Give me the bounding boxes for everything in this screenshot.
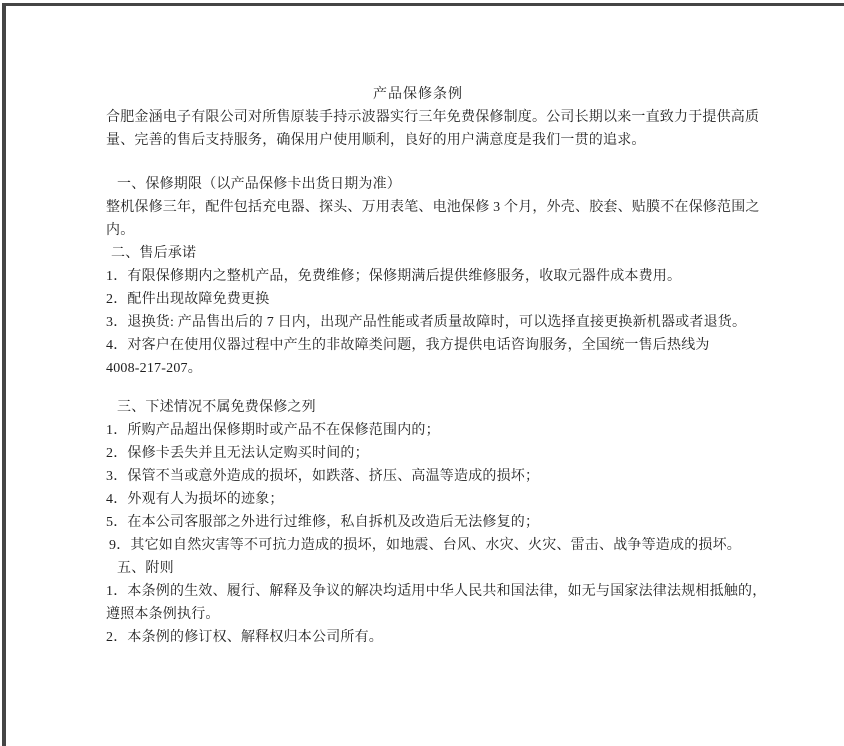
- warranty-period-line: 整机保修三年，配件包括充电器、探头、万用表笔、电池保修 3 个月，外壳、胶套、贴膜不在保修范围之: [106, 200, 760, 215]
- hotline-number: 4008-217-207。: [106, 361, 202, 376]
- list-item: 2．配件出现故障免费更换: [106, 292, 270, 307]
- page-title: 产品保修条例: [373, 87, 463, 102]
- list-item: 1．所购产品超出保修期时或产品不在保修范围内的；: [106, 423, 440, 438]
- list-item: 遵照本条例执行。: [106, 607, 220, 622]
- section-heading-service-commitment: 二、售后承诺: [111, 246, 197, 261]
- list-item: 3．保管不当或意外造成的损坏，如跌落、挤压、高温等造成的损坏；: [106, 469, 540, 484]
- list-item: 1．有限保修期内之整机产品，免费维修；保修期满后提供维修服务，收取元器件成本费用。: [106, 269, 682, 284]
- list-item: 4．外观有人为损坏的迹象；: [106, 492, 284, 507]
- section-gap: [106, 380, 730, 396]
- warranty-period-line: 内。: [106, 223, 135, 238]
- intro-line: 量、完善的售后支持服务，确保用户使用顺利，良好的用户满意度是我们一贯的追求。: [106, 133, 646, 148]
- list-item: 3．退换货: 产品售出后的 7 日内，出现产品性能或者质量故障时，可以选择直接更换新机器或者退货。: [106, 315, 747, 330]
- list-item: 4．对客户在使用仪器过程中产生的非故障类问题，我方提供电话咨询服务，全国统一售后热线为: [106, 338, 710, 353]
- list-item: 9．其它如自然灾害等不可抗力造成的损坏，如地震、台风、水灾、火灾、雷击、战争等造成的损坏。: [109, 538, 741, 553]
- list-item: 2．保修卡丢失并且无法认定购买时间的；: [106, 446, 369, 461]
- list-item: 2．本条例的修订权、解释权归本公司所有。: [106, 630, 383, 645]
- section-heading-supplementary: 五、附则: [117, 561, 174, 576]
- intro-line: 合肥金涵电子有限公司对所售原装手持示波器实行三年免费保修制度。公司长期以来一直致力于提供高质: [106, 110, 760, 125]
- section-heading-exclusions: 三、下述情况不属免费保修之列: [117, 400, 316, 415]
- list-item: 5．在本公司客服部之外进行过维修，私自拆机及改造后无法修复的；: [106, 515, 540, 530]
- scan-frame-left-edge: [2, 3, 6, 746]
- section-gap: [106, 152, 730, 173]
- document-body: [106, 83, 767, 649]
- list-item: 1．本条例的生效、履行、解释及争议的解决均适用中华人民共和国法律，如无与国家法律法规相抵触的，: [106, 584, 767, 599]
- scan-frame-top-edge: [2, 3, 844, 6]
- section-heading-warranty-period: 一、保修期限（以产品保修卡出货日期为准）: [117, 177, 401, 192]
